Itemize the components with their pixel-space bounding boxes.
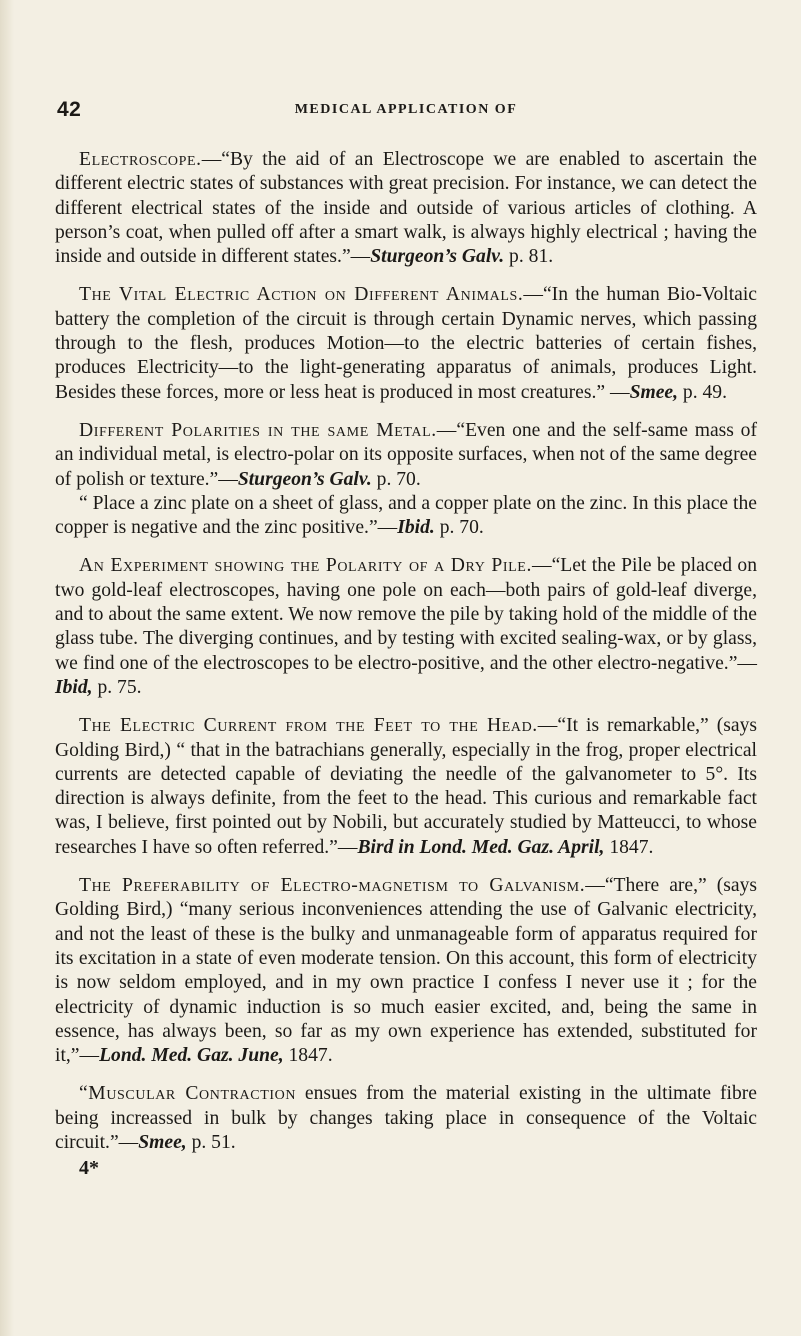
paragraph-feet-to-head-current bbox=[55, 714, 757, 860]
paragraph-text: —“In the human Bio-Voltaic battery the completion of the circuit is through certain Dynamic nerves, which passing through to the flesh, produces Motion—to the electric batteries of certain fishes, produces Electricity—to the light-generating apparatus of animals, produces Light. Besides these forces, more or less heat is produced in most creatures.” — bbox=[55, 284, 757, 403]
running-head bbox=[55, 98, 757, 124]
body-text bbox=[55, 148, 757, 1180]
book-page bbox=[55, 98, 757, 1180]
paragraph-text: —“By the aid of an Electroscope we are enabled to ascertain the different electric states of substances with great precision. For instance, we can detect the different electrical states of the inside and outside of various articles of clothing. A person’s coat, when pulled off after a smart walk, is always highly electrical ; having the inside and outside in different states.”— bbox=[55, 149, 757, 268]
paragraph-vital-electric-action bbox=[55, 283, 757, 404]
binding-edge bbox=[0, 0, 14, 1336]
page-number: 42 bbox=[57, 98, 82, 121]
paragraph-heading: An Experiment showing the Polarity of a Dry Pile. bbox=[79, 555, 532, 577]
paragraph-text: —“There are,” (says Golding Bird,) “many serious inconveniences attending the use of Galvanic electricity, and not the least of these is the bulky and unmanageable form of apparatus required for its excitation in a state of even moderate tension. On this account, this form of electricity is now seldom employed, and in my own practice I confess I never use it ; for the electricity of dynamic induction is so much easier excited, and, being the same in essence, has always been, so far as my own experience has extended, substituted for it,”— bbox=[55, 875, 757, 1067]
paragraph-electro-magnetism bbox=[55, 874, 757, 1068]
citation-page: p. 70. bbox=[434, 517, 484, 539]
signature-mark: 4* bbox=[79, 1157, 99, 1180]
paragraph-text: —“Even one and the self-same mass of an individual metal, is electro-polar on its opposite surfaces, when not of the same degree of polish or texture.”— bbox=[55, 419, 758, 490]
citation: Ibid, bbox=[55, 676, 93, 698]
paragraph-text: —“It is remarkable,” (says Golding Bird,) “ that in the batrachians generally, especially in the frog, proper electrical currents are detected capable of deviating the needle of the galvanometer to 5°. Its direction is always definite, from the feet to the head. This curious and remarkable fact was, I believe, first pointed out by Nobili, but accurately studied by Matteucci, to whose researches I have so often referred.”— bbox=[55, 715, 757, 858]
paragraph-electroscope bbox=[55, 148, 757, 269]
paragraph-heading: The Vital Electric Action on Different Animals. bbox=[79, 284, 524, 306]
paragraph-muscular-contraction bbox=[55, 1082, 757, 1155]
citation: Sturgeon’s Galv. bbox=[237, 468, 372, 490]
citation: Bird in Lond. Med. Gaz. April, bbox=[357, 836, 605, 858]
paragraph-text: —“Let the Pile be placed on two gold-leaf electroscopes, having one pole on each—both pairs of gold-leaf diverge, and to about the same extent. We now remove the pile by taking hold of the middle of the glass tube. The diverging continues, and by testing with excited sealing-wax, or by glass, we find one of the electroscopes to be electro-positive, and the other electro-negative.”— bbox=[55, 555, 757, 674]
paragraph-heading: The Preferability of Electro-magnetism to Galvanism. bbox=[79, 875, 586, 897]
citation-page: 1847. bbox=[283, 1045, 333, 1067]
paragraph-heading: The Electric Current from the Feet to the Head. bbox=[79, 715, 538, 737]
citation-page: p. 81. bbox=[504, 246, 554, 268]
citation: Sturgeon’s Galv. bbox=[370, 246, 505, 268]
paragraph-text: ensues from the material existing in the ultimate fibre being increassed in bulk by changes taking place in consequence of the Voltaic circuit.”— bbox=[55, 1083, 757, 1153]
citation-page: p. 70. bbox=[371, 468, 421, 490]
paragraph-different-polarities bbox=[55, 419, 757, 492]
citation: Lond. Med. Gaz. June, bbox=[99, 1045, 284, 1067]
citation: Smee, bbox=[138, 1131, 187, 1153]
citation: Ibid. bbox=[397, 517, 435, 539]
paragraph-heading: “Muscular Contraction bbox=[79, 1083, 297, 1105]
citation-page: p. 75. bbox=[92, 676, 142, 698]
paragraph-heading: Different Polarities in the same Metal. bbox=[79, 419, 437, 441]
running-head-title: MEDICAL APPLICATION OF bbox=[294, 102, 518, 117]
paragraph-dry-pile-experiment bbox=[55, 554, 757, 700]
citation-page: 1847. bbox=[604, 836, 654, 858]
paragraph-zinc-plate bbox=[55, 492, 757, 541]
citation: Smee, bbox=[629, 381, 679, 403]
citation-page: p. 49. bbox=[678, 381, 727, 403]
paragraph-heading: Electroscope. bbox=[79, 149, 202, 170]
paragraph-text: “ Place a zinc plate on a sheet of glass, and a copper plate on the zinc. In this place the copper is negative and the zinc positive.”— bbox=[55, 492, 757, 539]
citation-page: p. 51. bbox=[186, 1131, 236, 1153]
